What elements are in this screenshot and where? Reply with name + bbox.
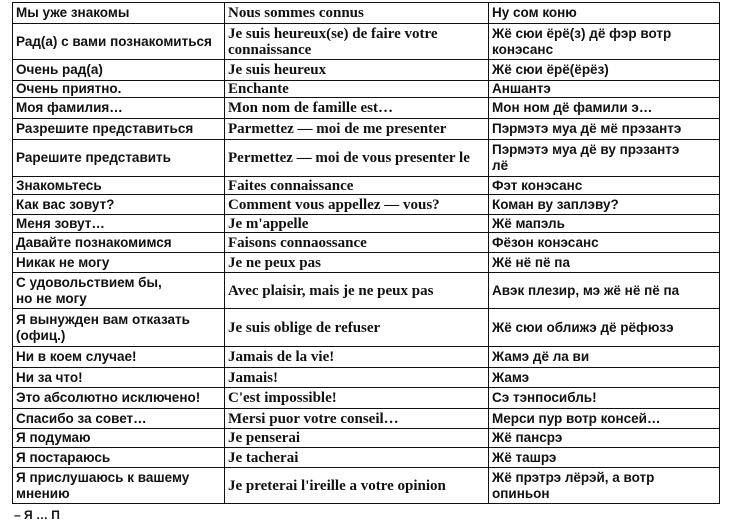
transcription-cell: Коман ву заплэву?	[489, 195, 720, 215]
transcription-cell: Жё прэтрэ лёрэй, а вотр опиньон	[489, 468, 720, 504]
transcription-cell: Фёзон конэсанс	[489, 233, 720, 253]
table-row	[13, 3, 720, 24]
table-row	[13, 388, 720, 409]
russian-phrase-cell: Разрешите представиться	[13, 119, 225, 140]
french-phrase-cell: Je penserai	[225, 429, 489, 448]
russian-phrase-cell: Я подумаю	[13, 429, 225, 448]
russian-phrase-cell: Я вынужден вам отказать (офиц.)	[13, 309, 225, 347]
transcription-cell: Жё сюи ёрё(з) дё фэр вотр конэсанс	[489, 24, 720, 60]
russian-phrase-cell: Ни за что!	[13, 368, 225, 388]
french-phrase-cell: Je suis heureux	[225, 60, 489, 81]
russian-phrase-cell: С удовольствием бы, но не могу	[13, 273, 225, 309]
russian-phrase-cell: Мы уже знакомы	[13, 3, 225, 24]
french-phrase-cell: Je m'appelle	[225, 215, 489, 233]
transcription-cell: Фэт конэсанс	[489, 177, 720, 195]
table-row	[13, 448, 720, 468]
transcription-cell: Жё мапэль	[489, 215, 720, 233]
transcription-cell: Жамэ дё ла ви	[489, 347, 720, 368]
russian-phrase-cell: Очень рад(а)	[13, 60, 225, 81]
russian-phrase-cell: Я прислушаюсь к вашему мнению	[13, 468, 225, 504]
russian-phrase-cell: Как вас зовут?	[13, 195, 225, 215]
transcription-cell: Жё нё пё па	[489, 253, 720, 273]
transcription-cell: Аншантэ	[489, 81, 720, 98]
table-row	[13, 215, 720, 233]
russian-phrase-cell: Меня зовут…	[13, 215, 225, 233]
phrasebook-rows	[13, 3, 720, 504]
russian-phrase-cell: Знакомьтесь	[13, 177, 225, 195]
table-row	[13, 177, 720, 195]
french-phrase-cell: Je suis heureux(se) de faire votre connaissance	[225, 24, 489, 60]
table-row	[13, 347, 720, 368]
table-row	[13, 81, 720, 98]
french-phrase-cell: Je preterai l'ireille a votre opinion	[225, 468, 489, 504]
french-phrase-cell: Enchante	[225, 81, 489, 98]
transcription-cell: Жё ташрэ	[489, 448, 720, 468]
cut-off-footer-text: – Я … П	[14, 508, 60, 522]
transcription-cell: Ну сом коню	[489, 3, 720, 24]
russian-phrase-cell: Никак не могу	[13, 253, 225, 273]
french-phrase-cell: Jamais!	[225, 368, 489, 388]
table-row	[13, 429, 720, 448]
french-phrase-cell: Comment vous appellez — vous?	[225, 195, 489, 215]
table-row	[13, 233, 720, 253]
table-row	[13, 409, 720, 429]
russian-phrase-cell: Это абсолютно исключено!	[13, 388, 225, 409]
french-phrase-cell: Jamais de la vie!	[225, 347, 489, 368]
transcription-cell: Сэ тэнпосибль!	[489, 388, 720, 409]
french-phrase-cell: Permettez — moi de vous presenter le	[225, 140, 489, 177]
phrasebook-table	[12, 2, 720, 504]
russian-phrase-cell: Очень приятно.	[13, 81, 225, 98]
table-row	[13, 309, 720, 347]
russian-phrase-cell: Я постараюсь	[13, 448, 225, 468]
transcription-cell: Пэрмэтэ муа дё ву прэзантэ лё	[489, 140, 720, 177]
transcription-cell: Жё сюи оближэ дё рёфюзэ	[489, 309, 720, 347]
russian-phrase-cell: Спасибо за совет…	[13, 409, 225, 429]
table-row	[13, 368, 720, 388]
transcription-cell: Авэк плезир, мэ жё нё пё па	[489, 273, 720, 309]
french-phrase-cell: C'est impossible!	[225, 388, 489, 409]
french-phrase-cell: Mersi puor votre conseil…	[225, 409, 489, 429]
french-phrase-cell: Je ne peux pas	[225, 253, 489, 273]
table-row	[13, 195, 720, 215]
russian-phrase-cell: Ни в коем случае!	[13, 347, 225, 368]
transcription-cell: Мерси пур вотр консей…	[489, 409, 720, 429]
transcription-cell: Жё сюи ёрё(ёрёз)	[489, 60, 720, 81]
russian-phrase-cell: Давайте познакомимся	[13, 233, 225, 253]
table-row	[13, 253, 720, 273]
table-row	[13, 24, 720, 60]
russian-phrase-cell: Моя фамилия…	[13, 98, 225, 119]
transcription-cell: Жё пансрэ	[489, 429, 720, 448]
russian-phrase-cell: Рад(а) с вами познакомиться	[13, 24, 225, 60]
transcription-cell: Жамэ	[489, 368, 720, 388]
table-row	[13, 98, 720, 119]
french-phrase-cell: Nous sommes connus	[225, 3, 489, 24]
french-phrase-cell: Je suis oblige de refuser	[225, 309, 489, 347]
table-row	[13, 140, 720, 177]
french-phrase-cell: Mon nom de famille est…	[225, 98, 489, 119]
table-row	[13, 468, 720, 504]
transcription-cell: Пэрмэтэ муа дё мё прэзантэ	[489, 119, 720, 140]
french-phrase-cell: Avec plaisir, mais je ne peux pas	[225, 273, 489, 309]
transcription-cell: Мон ном дё фамили э…	[489, 98, 720, 119]
french-phrase-cell: Parmettez — moi de me presenter	[225, 119, 489, 140]
french-phrase-cell: Faisons connaossance	[225, 233, 489, 253]
table-row	[13, 119, 720, 140]
french-phrase-cell: Faites connaissance	[225, 177, 489, 195]
french-phrase-cell: Je tacherai	[225, 448, 489, 468]
russian-phrase-cell: Рарешите представить	[13, 140, 225, 177]
table-row	[13, 273, 720, 309]
table-row	[13, 60, 720, 81]
